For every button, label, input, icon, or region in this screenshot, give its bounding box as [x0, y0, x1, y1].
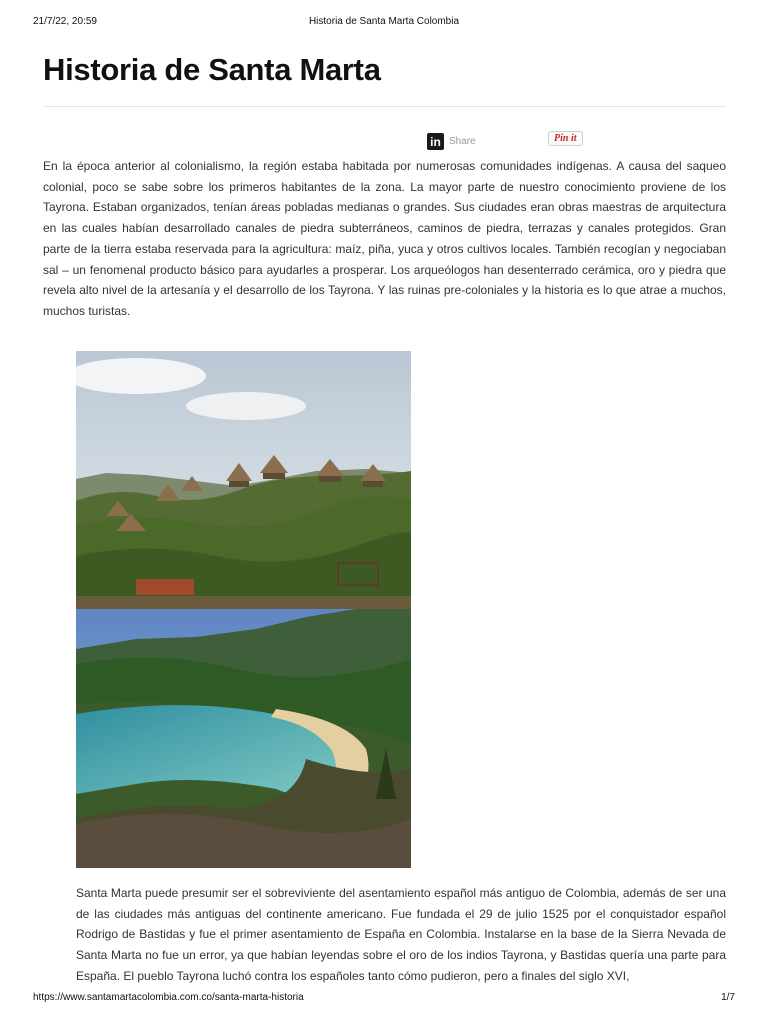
- print-datetime: 21/7/22, 20:59: [33, 16, 97, 27]
- photo-tayrona-beach: [76, 609, 411, 868]
- print-url-link[interactable]: https://www.santamartacolombia.com.co/santa-marta-historia: [33, 992, 304, 1003]
- linkedin-share-button[interactable]: [427, 133, 476, 150]
- beach-landscape-image: [76, 609, 411, 868]
- huts-landscape-image: [76, 351, 411, 609]
- share-bar: [0, 131, 768, 151]
- page-title: Historia de Santa Marta: [43, 52, 381, 87]
- print-doc-title: Historia de Santa Marta Colombia: [308, 16, 460, 27]
- photo-tayrona-huts: [76, 351, 411, 609]
- linkedin-share-label: Share: [449, 136, 476, 147]
- print-header: [0, 16, 768, 30]
- article-paragraph-1: En la época anterior al colonialismo, la región estaba habitada por numerosas comunidades indígenas. A causa del saqueo colonial, poco se sabe sobre los primeros habitantes de la zona. La mayor parte de nuestro conocimiento proviene de los Tayrona. Estaban organizados, tenían áreas pobladas medianas o grandes. Sus ciudades eran obras maestras de arquitectura en las cuales habían desarrollado canales de piedra subterráneos, caminos de piedra, terrazas y canales protegidos. Gran parte de la tierra estaba reservada para la agricultura: maíz, piña, yuca y otros cultivos locales. También recogían y negociaban sal – un fenomenal producto básico para ayudarles a prosperar. Los arqueólogos han desenterrado cerámica, oro y piedra que revela alto nivel de la artesanía y el desarrollo de los Tayrona. Y las ruinas pre-coloniales y la historia es lo que atrae a muchos, muchos turistas.: [43, 159, 726, 318]
- linkedin-icon: in: [427, 133, 444, 150]
- print-page-number: 1/7: [721, 992, 735, 1003]
- article-paragraph-2: Santa Marta puede presumir ser el sobreviviente del asentamiento español más antiguo de Colombia, además de ser una de las ciudades más antiguas del continente americano. Fue fundada el 29 de julio 1525 por el conquistador español Rodrigo de Bastidas y fue el primer asentamiento de España en Colombia. Instalarse en la base de la Sierra Nevada de Santa Marta no fue un error, ya que habían leyendas sobre el oro de los indios Tayrona, y Bastidas quería una parte para España. El pueblo Tayrona luchó contra los españoles tanto cómo pudieron, pero a finales del siglo XVI,: [76, 886, 726, 983]
- title-divider: [43, 106, 726, 107]
- print-footer: [0, 992, 768, 1006]
- pinterest-pin-button[interactable]: Pin it: [548, 131, 583, 146]
